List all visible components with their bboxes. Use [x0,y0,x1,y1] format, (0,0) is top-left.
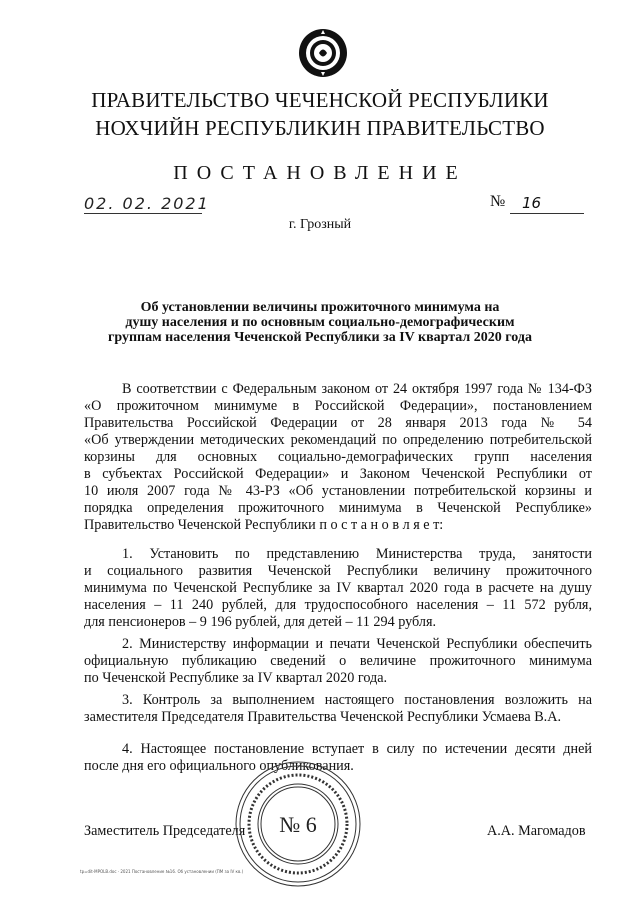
official-seal-stamp [232,758,364,890]
clause-2-paragraph [84,636,592,687]
text-line: Правительства Российской Федерации от 28 января 2013 года № 54 [84,415,592,431]
city-label: г. Грозный [288,217,352,232]
text-line: для пенсионеров – 9 196 рублей, для детей – 11 294 рубля. [84,614,437,630]
title-line: группам населения Чеченской Республики за IV квартал 2020 года [108,330,532,345]
decree-title [90,300,550,345]
signatory-name: А.А. Магомадов [487,823,586,839]
text-line: 4. Настоящее постановление вступает в силу по истечении десяти дней [122,741,592,757]
text-line: 1. Установить по представлению Министерства труда, занятости [122,546,592,562]
text-line: официальную публикацию сведений о величине прожиточного минимума [84,653,592,669]
text-line: порядка определения прожиточного минимума в Чеченской Республике» [84,500,592,516]
date-underline [84,213,202,214]
text-line: минимума по Чеченской Республике за IV квартал 2020 года в расчете на душу [84,580,592,596]
government-title-ce: НОХЧИЙН РЕСПУБЛИКИН ПРАВИТЕЛЬСТВО [95,116,545,140]
text-line: «О прожиточном минимуме в Российской Федерации», постановлением [84,398,592,414]
text-line: Правительство Чеченской Республики п о с т а н о в л я е т: [84,517,444,533]
text-line: заместителя Председателя Правительства Чеченской Республики Усмаева В.А. [84,709,562,725]
preamble-paragraph [84,381,592,534]
decree-date: 02. 02. 2021 [84,194,210,213]
coat-of-arms-emblem [298,28,348,78]
decree-number: 16 [522,194,542,212]
title-line: Об установлении величины прожиточного минимума на [140,300,500,315]
text-line: населения – 11 240 рублей, для трудоспособного населения – 11 572 рубля, [84,597,592,613]
text-line: 10 июля 2007 года № 43-РЗ «Об установлении потребительской корзины и [84,483,592,499]
text-line: 3. Контроль за выполнением настоящего постановления возложить на [122,692,592,708]
number-underline [510,213,584,214]
stamp-number: № 6 [279,812,317,837]
text-line: и социального развития Чеченской Республики величину прожиточного [84,563,592,579]
text-line: корзины для основных социально-демографических групп населения [84,449,592,465]
document-type-heading: ПОСТАНОВЛЕНИЕ [173,162,467,184]
text-line: В соответствии с Федеральным законом от 24 октября 1997 года № 134-ФЗ [122,381,592,397]
signatory-position: Заместитель Председателя [84,823,246,839]
text-line: по Чеченской Республике за IV квартал 2020 года. [84,670,388,686]
file-footnote: tp=dit-MPOLB.doc · 2021 Постановление №16. Об установлении (ПМ за IV кв.) [80,869,244,874]
clause-3-paragraph [84,692,592,726]
text-line: в субъектах Российской Федерации» и Законом Чеченской Республики от [84,466,592,482]
clause-1-paragraph [84,546,592,631]
text-line: 2. Министерству информации и печати Чеченской Республики обеспечить [122,636,592,652]
government-title-ru: ПРАВИТЕЛЬСТВО ЧЕЧЕНСКОЙ РЕСПУБЛИКИ [91,88,549,112]
text-line: после дня его официального опубликования. [84,758,354,774]
number-sign: № [490,193,506,210]
text-line: «Об утверждении методических рекомендаций по определению потребительской [84,432,592,448]
title-line: душу населения и по основным социально-демографическим [125,315,515,330]
